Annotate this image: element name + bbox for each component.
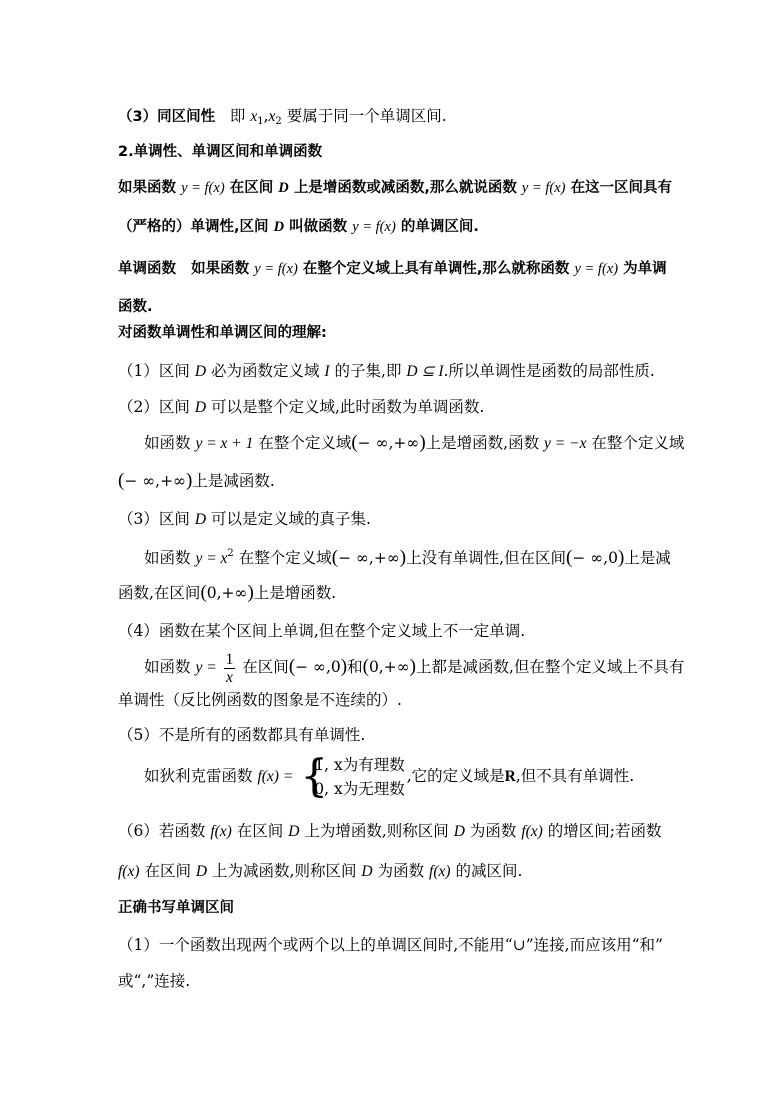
item-6-line2: f(x) 在区间 D 上为减函数,则称区间 D 为函数 f(x) 的减区间. bbox=[118, 862, 523, 880]
definition-monotonic-function-line1: 单调函数 如果函数 y = f(x) 在整个定义域上具有单调性,那么就称函数 y = f(x) 为单调 bbox=[118, 261, 667, 277]
same-interval-label: （3）同区间性 bbox=[118, 109, 216, 125]
item-4-example-line2: 单调性（反比例函数的图象是不连续的）. bbox=[118, 691, 402, 709]
item-3-example-line2: 函数,在区间(0,+∞)上是增函数. bbox=[118, 582, 337, 603]
definition-monotonic-interval-line2: （严格的）单调性,区间 D 叫做函数 y = f(x) 的单调区间. bbox=[118, 219, 479, 235]
item-2-example-line2: (− ∞,+∞)上是减函数. bbox=[118, 470, 275, 491]
section-heading-writing-intervals: 正确书写单调区间 bbox=[118, 900, 234, 916]
item-3: （3）区间 D 可以是定义域的真子集. bbox=[118, 510, 371, 528]
section-heading-monotonicity: 2.单调性、单调区间和单调函数 bbox=[118, 144, 323, 160]
item-4: （4）函数在某个区间上单调,但在整个定义域上不一定单调. bbox=[118, 622, 526, 640]
fraction-one-over-x: $\frac{1}{x}$ bbox=[225, 650, 234, 686]
section-heading-understanding: 对函数单调性和单调区间的理解: bbox=[118, 325, 327, 341]
left-brace: { bbox=[300, 751, 329, 802]
same-interval-line: （3）同区间性 即 x1,x2 要属于同一个单调区间. bbox=[118, 107, 447, 127]
definition-monotonic-function-line2: 函数. bbox=[118, 299, 153, 315]
writing-rule-1-line2: 或“,”连接. bbox=[118, 972, 191, 990]
item-2-example-line1: 如函数 y = x + 1 在整个定义域(− ∞,+∞)上是增函数,函数 y = −x 在整个定义域 bbox=[144, 432, 685, 453]
writing-rule-1-line1: （1）一个函数出现两个或两个以上的单调区间时,不能用“∪”连接,而应该用“和” bbox=[118, 936, 663, 954]
item-3-example-line1: 如函数 $y = x^2$ 在整个定义域(− ∞,+∞)上没有单调性,但在区间(− ∞,0)上是减 bbox=[144, 547, 671, 568]
item-1: （1）区间 D 必为函数定义域 I 的子集,即 D ⊆ I.所以单调性是函数的局部性质. bbox=[118, 362, 655, 380]
item-5-example: 如狄利克雷函数 f(x) = { 1, x为有理数 0, x为无理数 ,它的定义域是R,但不具有单调性. bbox=[144, 751, 635, 802]
item-6-line1: （6）若函数 f(x) 在区间 D 上为增函数,则称区间 D 为函数 f(x) 的增区间;若函数 bbox=[118, 822, 662, 840]
item-2: （2）区间 D 可以是整个定义域,此时函数为单调函数. bbox=[118, 398, 485, 416]
piecewise-definition: { 1, x为有理数 0, x为无理数 bbox=[300, 751, 405, 802]
definition-monotonic-interval-line1: 如果函数 y = f(x) 在区间 D 上是增函数或减函数,那么就说函数 y = f(x) 在这一区间具有 bbox=[118, 180, 673, 196]
item-5: （5）不是所有的函数都具有单调性. bbox=[118, 726, 366, 744]
item-4-example-line1: 如函数 y = $\frac{1}{x}$ 在区间(− ∞,0)和(0,+∞)上都是减函数,但在整个定义域上不具有 bbox=[144, 650, 685, 686]
